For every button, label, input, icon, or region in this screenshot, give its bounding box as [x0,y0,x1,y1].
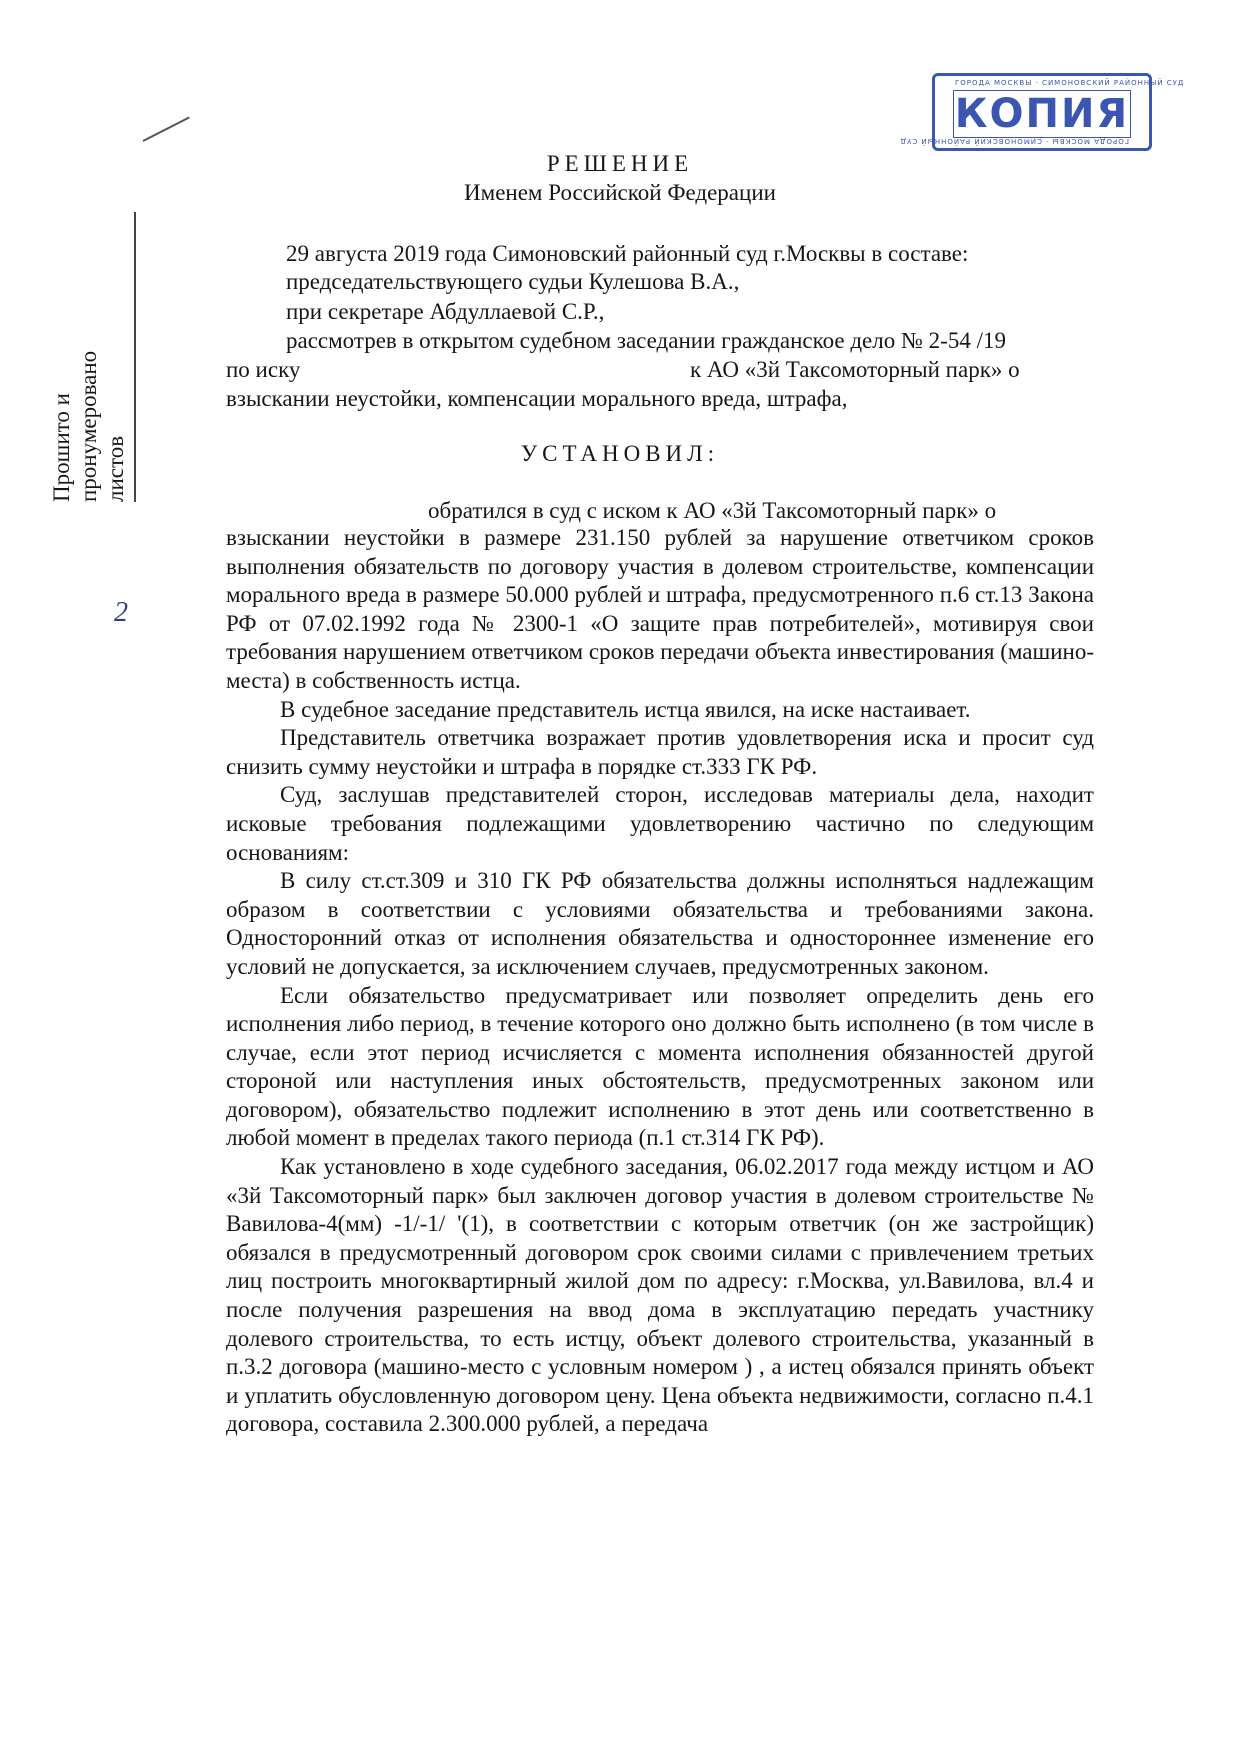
binding-note-line2: пронумеровано [76,350,101,502]
paragraph-contract: Как установлено в ходе судебного заседания, 06.02.2017 года между истцом и АО «3й Таксомоторный парк» был заключен договор участия в долевом строительстве № Вавилова-4(мм) -1/-1/ '(1), в соответствии с которым ответчик (он же застройщик) обязался в предусмотренный договором срок своими силами с привлечением третьих лиц построить многоквартирный жилой дом по адресу: г.Москва, ул.Вавилова, вл.4 и после получения разрешения на ввод дома в эксплуатацию передать участнику долевого строительства, то есть истцу, объект долевого строительства, указанный в п.3.2 договора (машино-место с условным номером ) , а истец обязался принять объект и уплатить обусловленную договором цену. Цена объекта недвижимости, согласно п.4.1 договора, составила 2.300.000 рублей, а передача [226,1154,1094,1437]
paragraph-court-finding: Суд, заслушав представителей сторон, исследовав материалы дела, находит исковые требования подлежащими удовлетворению частично по следующим основаниям: [226,782,1094,865]
paragraph-law-314: Если обязательство предусматривает или позволяет определить день его исполнения либо период, в течение которого оно должно быть исполнено (в том числе в случае, если этот период исчисляется с момента исполнения обязанностей другой стороной или наступления иных обстоятельств, предусмотренных законом или договором), обязательство подлежит исполнению в этот день или соответственно в любой момент в пределах такого периода (п.1 ст.314 ГК РФ). [226,982,1094,1151]
stamp-ring-text-bottom: ГОРОДА МОСКВЫ · СИМОНОВСКИЙ РАЙОННЫЙ СУД [899,137,1129,145]
stamp-ring-text-top: ГОРОДА МОСКВЫ · СИМОНОВСКИЙ РАЙОННЫЙ СУД [955,79,1185,87]
binding-note-line3: листов [103,435,128,502]
intro-line-5-right: к АО «3й Таксомоторный парк» о [690,357,1020,382]
binding-note-line1: Прошито и [49,393,74,502]
paragraph-law-309: В силу ст.ст.309 и 310 ГК РФ обязательства должны исполняться надлежащим образом в соответствии с условиями обязательства и требованиями закона. Односторонний отказ от исполнения обязательства и одностороннее изменение его условий не допускается, за исключением случаев, предусмотренных законом. [226,868,1094,979]
intro-line-5-left: по иску [226,357,301,382]
paragraph-plaintiff: В судебное заседание представитель истца явился, на иске настаивает. [280,696,971,722]
stamp-ring-left [938,76,950,148]
intro-line-4: рассмотрев в открытом судебном заседании гражданское дело № 2-54 /19 [286,328,1006,353]
document-subheading: Именем Российской Федерации [464,180,776,205]
intro-line-6: взыскании неустойки, компенсации морального вреда, штрафа, [226,386,848,411]
claim-first-line: обратился в суд с иском к АО «3й Таксомоторный парк» о [428,498,997,523]
copy-stamp [899,73,1185,151]
paragraph-claim: взыскании неустойки в размере 231.150 рублей за нарушение ответчиком сроков выполнения обязательств по договору участия в долевом строительстве, компенсации морального вреда в размере 50.000 рублей и штрафа, предусмотренного п.6 ст.13 Закона РФ от 07.02.1992 года № 2300-1 «О защите прав потребителей», мотивируя свои требования нарушением ответчиком сроков передачи объекта инвестирования (машино-места) в собственность истца. [226,525,1094,693]
stamp-word: КОПИЯ [954,91,1130,137]
document-heading: РЕШЕНИЕ [546,151,694,176]
decision-body [226,524,1094,1439]
intro-line-3: при секретаре Абдуллаевой С.Р., [286,299,605,324]
binding-sheet-count: 2 [114,597,128,628]
section-heading-established: УСТАНОВИЛ: [520,441,720,466]
paragraph-defendant: Представитель ответчика возражает против удовлетворения иска и просит суд снизить сумму неустойки и штрафа в порядке ст.333 ГК РФ. [226,725,1094,779]
pen-stroke [143,117,190,142]
stamp-ring-right [1134,76,1146,148]
intro-line-1: 29 августа 2019 года Симоновский районный суд г.Москвы в составе: [286,241,969,266]
intro-line-2: председательствующего судьи Кулешова В.А., [286,269,740,294]
